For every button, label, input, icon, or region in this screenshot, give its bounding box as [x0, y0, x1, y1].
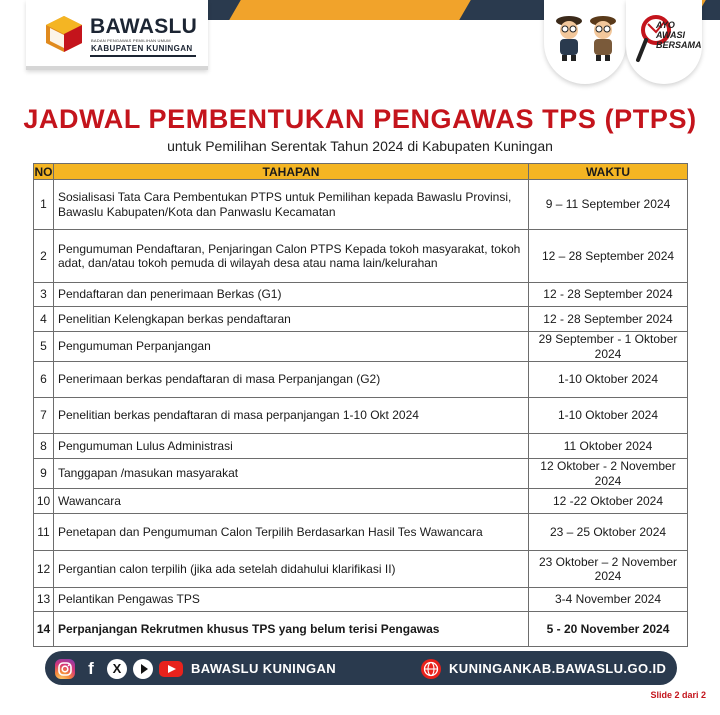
- table-row: [34, 459, 688, 489]
- row-stage: Pengumuman Lulus Administrasi: [54, 434, 529, 459]
- row-stage: Wawancara: [54, 489, 529, 514]
- facebook-icon[interactable]: f: [88, 659, 94, 678]
- row-stage: Pengumuman Perpanjangan: [54, 332, 529, 362]
- logo-title: BAWASLU: [90, 15, 198, 38]
- row-stage: Sosialisasi Tata Cara Pembentukan PTPS untuk Pemilihan kepada Bawaslu Provinsi, Bawaslu Kabupaten/Kota dan Panwaslu Kecamatan: [54, 180, 529, 230]
- column-header-waktu: WAKTU: [529, 164, 688, 180]
- instagram-icon[interactable]: [55, 659, 75, 679]
- bawaslu-logo-card: [26, 0, 208, 70]
- row-time: 1-10 Oktober 2024: [529, 398, 688, 434]
- row-number: 11: [34, 514, 54, 551]
- schedule-table: [33, 163, 688, 647]
- table-row: [34, 514, 688, 551]
- table-row: [34, 180, 688, 230]
- slide-indicator: Slide 2 dari 2: [650, 690, 706, 700]
- row-number: 3: [34, 283, 54, 307]
- row-stage: Pelantikan Pengawas TPS: [54, 588, 529, 612]
- row-time: 3-4 November 2024: [529, 588, 688, 612]
- page-subtitle: untuk Pemilihan Serentak Tahun 2024 di Kabupaten Kuningan: [167, 138, 553, 154]
- table-row: [34, 398, 688, 434]
- footer-website-link[interactable]: KUNINGANKAB.BAWASLU.GO.ID: [449, 661, 667, 676]
- row-time: 12 - 28 September 2024: [529, 307, 688, 332]
- bawaslu-logo-icon: [44, 14, 84, 54]
- row-time: 9 – 11 September 2024: [529, 180, 688, 230]
- row-stage: Penelitian Kelengkapan berkas pendaftaran: [54, 307, 529, 332]
- row-time: 23 – 25 Oktober 2024: [529, 514, 688, 551]
- x-icon[interactable]: X: [107, 659, 127, 679]
- row-number: 2: [34, 230, 54, 283]
- column-header-tahapan: TAHAPAN: [54, 164, 529, 180]
- row-stage: Pergantian calon terpilih (jika ada setelah didahului klarifikasi II): [54, 551, 529, 588]
- table-row: [34, 612, 688, 647]
- row-stage: Pengumuman Pendaftaran, Penjaringan Calon PTPS Kepada tokoh masyarakat, tokoh adat, dan/atau tokoh pemuda di wilayah desa atau nama lain/kelurahan: [54, 230, 529, 283]
- row-number: 13: [34, 588, 54, 612]
- row-stage: Penelitian berkas pendaftaran di masa perpanjangan 1-10 Okt 2024: [54, 398, 529, 434]
- row-time: 23 Oktober – 2 November 2024: [529, 551, 688, 588]
- band-orange-stripe: [229, 0, 471, 20]
- row-stage: Penetapan dan Pengumuman Calon Terpilih Berdasarkan Hasil Tes Wawancara: [54, 514, 529, 551]
- globe-icon: [421, 659, 441, 679]
- table-row: [34, 230, 688, 283]
- row-number: 8: [34, 434, 54, 459]
- footer-bar: [45, 651, 677, 685]
- table-row: [34, 434, 688, 459]
- footer-social-handle[interactable]: BAWASLU KUNINGAN: [191, 661, 337, 676]
- row-number: 14: [34, 612, 54, 647]
- row-stage: Penerimaan berkas pendaftaran di masa Perpanjangan (G2): [54, 362, 529, 398]
- row-number: 6: [34, 362, 54, 398]
- row-stage: Tanggapan /masukan masyarakat: [54, 459, 529, 489]
- page-title: JADWAL PEMBENTUKAN PENGAWAS TPS (PTPS): [23, 104, 697, 134]
- table-header-row: [34, 164, 688, 180]
- mascot-badge: [544, 0, 626, 84]
- ayo-awasi-text: AYO AWASI BERSAMA: [656, 20, 702, 50]
- column-header-no: NO: [34, 164, 53, 179]
- tiktok-icon[interactable]: [133, 659, 153, 679]
- row-time: 12 -22 Oktober 2024: [529, 489, 688, 514]
- logo-underline: [90, 55, 196, 57]
- youtube-icon[interactable]: [159, 661, 183, 677]
- row-stage: Perpanjangan Rekrutmen khusus TPS yang belum terisi Pengawas: [54, 612, 529, 647]
- row-time: 12 Oktober - 2 November 2024: [529, 459, 688, 489]
- row-time: 12 - 28 September 2024: [529, 283, 688, 307]
- table-row: [34, 362, 688, 398]
- ayo-awasi-badge: [626, 0, 702, 84]
- mascot-detective-icon-2: [586, 12, 620, 62]
- row-number: 4: [34, 307, 54, 332]
- row-number: 9: [34, 459, 54, 489]
- table-row: [34, 283, 688, 307]
- row-time: 12 – 28 September 2024: [529, 230, 688, 283]
- row-number: 7: [34, 398, 54, 434]
- table-row: [34, 489, 688, 514]
- logo-subtitle: KABUPATEN KUNINGAN: [91, 44, 193, 53]
- table-row: [34, 551, 688, 588]
- row-time: 11 Oktober 2024: [529, 434, 688, 459]
- table-row: [34, 588, 688, 612]
- row-time: 29 September - 1 Oktober 2024: [529, 332, 688, 362]
- row-time: 1-10 Oktober 2024: [529, 362, 688, 398]
- row-stage: Pendaftaran dan penerimaan Berkas (G1): [54, 283, 529, 307]
- row-time: 5 - 20 November 2024: [529, 612, 688, 647]
- row-number: 1: [34, 180, 54, 230]
- row-number: 5: [34, 332, 54, 362]
- table-row: [34, 332, 688, 362]
- row-number: 10: [34, 489, 54, 514]
- row-number: 12: [34, 551, 54, 588]
- logo-small-text: BADAN PENGAWAS PEMILIHAN UMUM: [91, 38, 171, 43]
- mascot-detective-icon: [552, 12, 586, 62]
- table-row: [34, 307, 688, 332]
